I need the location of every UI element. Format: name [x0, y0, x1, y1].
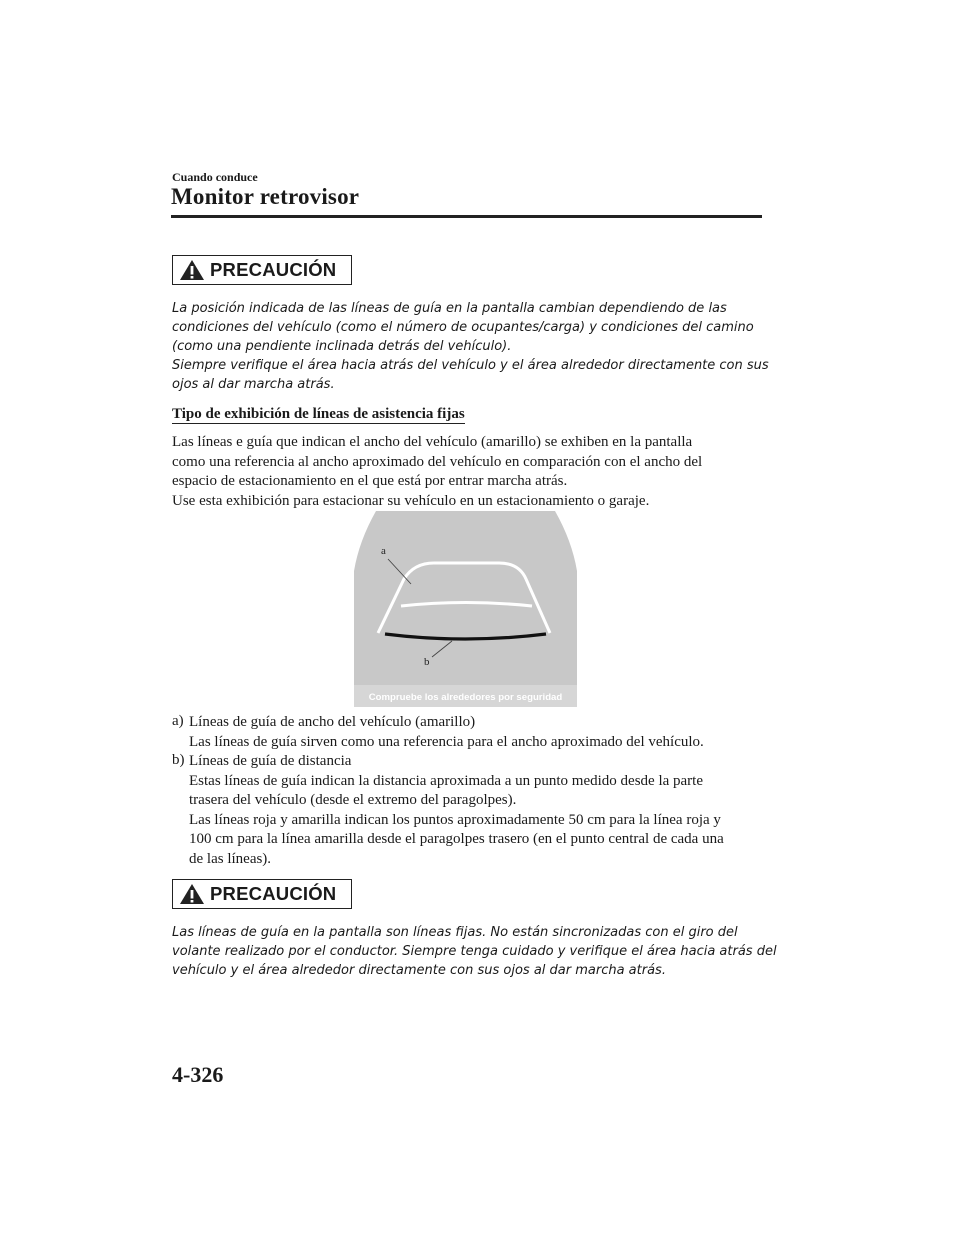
- list-line: Líneas de guía de distancia: [189, 753, 352, 769]
- body-line: como una referencia al ancho aproximado del vehículo en comparación con el ancho del: [172, 453, 703, 470]
- banner-text: Compruebe los alrededores por seguridad: [368, 692, 563, 703]
- caution-text: [172, 923, 777, 980]
- list-item: [189, 713, 704, 752]
- body-line: espacio de estacionamiento en el que está por entrar marcha atrás.: [172, 473, 568, 489]
- list-line: trasera del vehículo (desde el extremo del paragolpes).: [189, 792, 517, 808]
- body-line: Use esta exhibición para estacionar su vehículo en un estacionamiento o garaje.: [172, 492, 650, 509]
- list-line: Líneas de guía de ancho del vehículo (amarillo): [189, 714, 476, 730]
- label-a: a: [381, 545, 386, 557]
- caution-line: Las líneas de guía en la pantalla son líneas fijas. No están sincronizadas con el giro del: [172, 925, 738, 940]
- caution-text: [172, 299, 772, 394]
- list-line: 100 cm para la línea amarilla desde el paragolpes trasero (en el punto central de cada una: [189, 831, 724, 847]
- list-line: Las líneas roja y amarilla indican los puntos aproximadamente 50 cm para la línea roja y: [189, 811, 721, 828]
- section-label: Cuando conduce: [172, 170, 258, 184]
- subheading: Tipo de exhibición de líneas de asistencia fijas: [172, 406, 465, 422]
- caution-line: ojos al dar marcha atrás.: [172, 377, 335, 392]
- caution-line: Siempre verifique el área hacia atrás del vehículo y el área alrededor directamente con sus: [172, 358, 769, 373]
- rear-camera-figure: [354, 511, 577, 707]
- list-marker: b): [172, 752, 185, 768]
- list-line: de las líneas).: [189, 850, 272, 867]
- caution-line: La posición indicada de las líneas de guía en la pantalla cambian dependiendo de las: [172, 301, 727, 316]
- list-line: Estas líneas de guía indican la distancia aproximada a un punto medido desde la parte: [189, 772, 703, 789]
- page-number: 4-326: [172, 1062, 224, 1087]
- list-line: Las líneas de guía sirven como una referencia para el ancho aproximado del vehículo.: [189, 733, 704, 750]
- caution-line: volante realizado por el conductor. Siempre tenga cuidado y verifique el área hacia atrás del: [172, 944, 777, 959]
- caution-label: PRECAUCIÓN: [210, 883, 337, 904]
- label-b: b: [424, 656, 430, 668]
- warning-icon: [179, 883, 205, 905]
- caution-box: [172, 879, 352, 909]
- page-title: Monitor retrovisor: [171, 184, 360, 209]
- body-paragraph: [172, 433, 772, 511]
- caution-line: (como una pendiente inclinada detrás del vehículo).: [172, 339, 512, 354]
- caution-line: vehículo y el área alrededor directamente con sus ojos al dar marcha atrás.: [172, 963, 666, 978]
- title-rule: [171, 215, 762, 218]
- list-marker: a): [172, 713, 184, 729]
- caution-label: PRECAUCIÓN: [210, 259, 337, 280]
- body-line: Las líneas e guía que indican el ancho del vehículo (amarillo) se exhiben en la pantalla: [172, 434, 693, 450]
- warning-icon: [179, 259, 205, 281]
- caution-line: condiciones del vehículo (como el número de ocupantes/carga) y condiciones del camino: [172, 320, 754, 335]
- list-item: [189, 752, 724, 869]
- camera-screen: [354, 511, 577, 707]
- caution-box: [172, 255, 352, 285]
